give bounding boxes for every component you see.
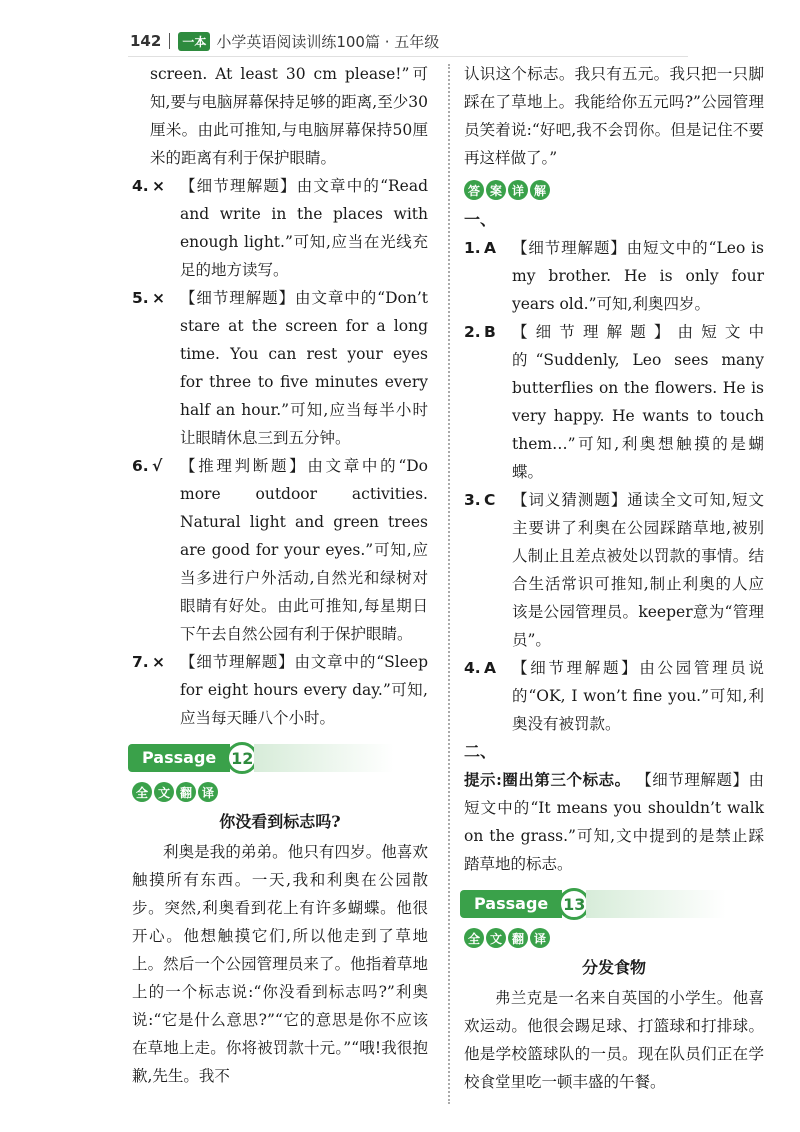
badge-char: 全 bbox=[132, 782, 152, 802]
badge-char: 答 bbox=[464, 180, 484, 200]
badge-char: 翻 bbox=[508, 928, 528, 948]
answer-item bbox=[464, 318, 764, 486]
passage-number: 13 bbox=[558, 888, 590, 920]
story-title: 你没看到标志吗? bbox=[219, 812, 341, 831]
item-number: 6. bbox=[132, 457, 149, 475]
item-mark: √ bbox=[152, 457, 163, 475]
item-mark: × bbox=[152, 289, 165, 307]
badge-char: 全 bbox=[464, 928, 484, 948]
book-title: 小学英语阅读训练100篇 · 五年级 bbox=[216, 32, 440, 51]
banner-fade bbox=[586, 890, 726, 918]
answer-item bbox=[132, 172, 428, 284]
answer-badge bbox=[464, 180, 764, 200]
story-text: 利奥是我的弟弟。他只有四岁。他喜欢触摸所有东西。一天,我和利奥在公园散步。突然,利奥看到花上有许多蝴蝶。他很开心。他想触摸它们,所以他走到了草地上。然后一个公园管理员来了。他指着草地上的一个标志说:“你没看到标志吗?”利奥说:“它是什么意思?”“它的意思是你不应该在草地上走。你将被罚款十元。”“哦!我很抱歉,先生。我不 bbox=[132, 843, 428, 1085]
passage-banner bbox=[460, 888, 764, 920]
story-title: 分发食物 bbox=[581, 958, 646, 977]
item-number: 3. bbox=[464, 491, 481, 509]
header-divider bbox=[169, 33, 170, 49]
badge-char: 文 bbox=[486, 928, 506, 948]
answer-item bbox=[464, 654, 764, 738]
translation-badge bbox=[464, 928, 764, 948]
item-text: 【词义猜测题】通读全文可知,短文主要讲了利奥在公园踩踏草地,被别人制止且差点被处以罚款的事情。结合生活常识可推知,制止利奥的人应该是公园管理员。keeper意为“管理员”。 bbox=[512, 491, 764, 649]
badge-char: 译 bbox=[198, 782, 218, 802]
item-mark: A bbox=[484, 239, 496, 257]
item-mark: × bbox=[152, 653, 165, 671]
passage-number: 12 bbox=[226, 742, 258, 774]
section-two-heading: 二、 bbox=[464, 742, 497, 761]
answer-item bbox=[132, 284, 428, 452]
item-number: 4. bbox=[132, 177, 149, 195]
badge-char: 文 bbox=[154, 782, 174, 802]
answer-item bbox=[464, 234, 764, 318]
item-mark: C bbox=[484, 491, 496, 509]
badge-char: 翻 bbox=[176, 782, 196, 802]
hint-text: 【细节理解题】由短文中的“It means you shouldn’t walk on the grass.”可知,文中提到的是禁止踩踏草地的标志。 bbox=[464, 771, 764, 873]
right-column bbox=[464, 60, 764, 1096]
item-number: 7. bbox=[132, 653, 149, 671]
item-number: 1. bbox=[464, 239, 481, 257]
translation-badge bbox=[132, 782, 428, 802]
item-text: 【细节理解题】由文章中的“Sleep for eight hours every day.”可知,应当每天睡八个小时。 bbox=[180, 653, 428, 727]
continued-paragraph: screen. At least 30 cm please!”可知,要与电脑屏幕保持足够的距离,至少30厘米。由此可推知,与电脑屏幕保持50厘米的距离有利于保护眼睛。 bbox=[150, 65, 428, 167]
item-mark: B bbox=[484, 323, 496, 341]
item-mark: A bbox=[484, 659, 496, 677]
continued-story: 认识这个标志。我只有五元。我只把一只脚踩在了草地上。我能给你五元吗?”公园管理员笑着说:“好吧,我不会罚你。但是记住不要再这样做了。” bbox=[464, 65, 764, 167]
banner-fade bbox=[254, 744, 394, 772]
badge-char: 解 bbox=[530, 180, 550, 200]
item-text: 【细节理解题】由短文中的“Suddenly, Leo sees many butterflies on the flowers. He is very happy. He wants to touch them…”可知,利奥想触摸的是蝴蝶。 bbox=[512, 323, 764, 481]
badge-char: 详 bbox=[508, 180, 528, 200]
item-number: 4. bbox=[464, 659, 481, 677]
passage-label: Passage bbox=[128, 744, 230, 772]
section-one-heading: 一、 bbox=[464, 210, 497, 229]
answer-item bbox=[132, 648, 428, 732]
hint-paragraph bbox=[464, 766, 764, 878]
item-number: 2. bbox=[464, 323, 481, 341]
item-text: 【推理判断题】由文章中的“Do more outdoor activities. Natural light and green trees are good for your eyes.”可知,应当多进行户外活动,自然光和绿树对眼睛有好处。由此可推知,每星期日下午去自然公园有利于保护眼睛。 bbox=[180, 457, 428, 643]
item-text: 【细节理解题】由短文中的“Leo is my brother. He is only four years old.”可知,利奥四岁。 bbox=[512, 239, 764, 313]
passage-label: Passage bbox=[460, 890, 562, 918]
item-text: 【细节理解题】由公园管理员说的“OK, I won’t fine you.”可知,利奥没有被罚款。 bbox=[512, 659, 764, 733]
item-mark: × bbox=[152, 177, 165, 195]
item-text: 【细节理解题】由文章中的“Don’t stare at the screen for a long time. You can rest your eyes for three to five minutes every half an hour.”可知,应当每半小时让眼睛休息三到五分钟。 bbox=[180, 289, 428, 447]
column-divider bbox=[448, 64, 450, 1104]
answer-item bbox=[132, 452, 428, 648]
page-header bbox=[130, 28, 439, 54]
badge-char: 译 bbox=[530, 928, 550, 948]
left-column bbox=[132, 60, 428, 1090]
answer-item bbox=[464, 486, 764, 654]
item-number: 5. bbox=[132, 289, 149, 307]
badge-char: 案 bbox=[486, 180, 506, 200]
story-text: 弗兰克是一名来自英国的小学生。他喜欢运动。他很会踢足球、打篮球和打排球。他是学校篮球队的一员。现在队员们正在学校食堂里吃一顿丰盛的午餐。 bbox=[464, 989, 764, 1091]
brand-logo: 一本 bbox=[178, 32, 210, 51]
header-rule bbox=[128, 56, 688, 57]
passage-banner bbox=[128, 742, 428, 774]
item-text: 【细节理解题】由文章中的“Read and write in the places with enough light.”可知,应当在光线充足的地方读写。 bbox=[180, 177, 428, 279]
page-number: 142 bbox=[130, 32, 162, 50]
hint-label: 提示:圈出第三个标志。 bbox=[464, 770, 631, 789]
